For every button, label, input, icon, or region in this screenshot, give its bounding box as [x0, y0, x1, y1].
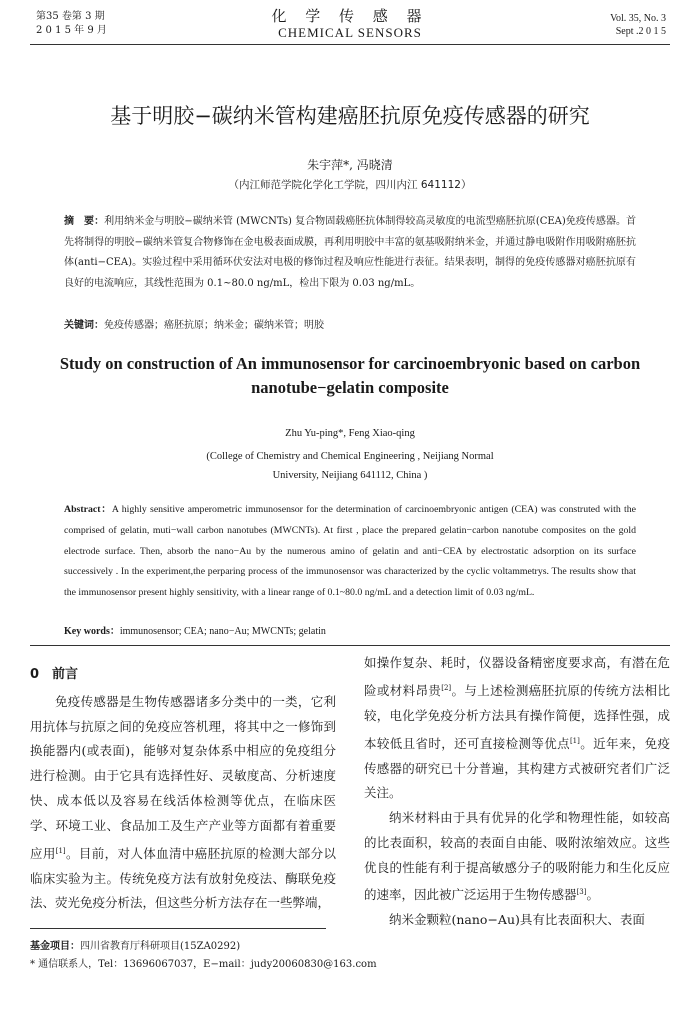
date-cn: 2 0 1 5 年 9 月: [36, 25, 107, 36]
volume-en: Vol. 35, No. 3: [610, 13, 666, 24]
footnote-rule: [30, 928, 326, 929]
affiliation-en-line1: (College of Chemistry and Chemical Engineering , Neijiang Normal: [206, 451, 494, 462]
authors-en: Zhu Yu-ping*, Feng Xiao-qing: [285, 428, 415, 439]
intro-text-d: 。近年来，免疫传感器的研究已十分普遍，其构建方式被研究者们广泛关注。: [364, 735, 670, 801]
citation-2: [2]: [441, 683, 452, 692]
section-heading-intro: 0 前言: [30, 667, 79, 682]
keywords-cn-label: 关键词：: [64, 320, 104, 331]
paragraph-intro-3: 纳米金颗粒(nano−Au)具有比表面积大、表面: [389, 912, 645, 928]
keywords-cn: [64, 316, 324, 331]
intro-text-c: 。与上述检测癌胚抗原的传统方法相比较，电化学免疫分析方法具有操作简便，选择性强，成本较低且省时，还可直接检测等优点: [364, 682, 670, 751]
affiliation-cn: （内江师范学院化学化工学院，四川内江 641112）: [228, 179, 472, 191]
journal-cn: 化 学 传 感 器: [271, 7, 429, 25]
keywords-en: [64, 622, 326, 637]
body-column-left: [30, 663, 336, 916]
paper-title-cn: 基于明胶−碳纳米管构建癌胚抗原免疫传感器的研究: [110, 104, 590, 128]
abstract-rule: [30, 645, 670, 646]
paragraph-intro-1-cont: [364, 651, 670, 806]
keywords-en-text: immunosensor; CEA; nano−Au; MWCNTs; gelatin: [119, 626, 326, 637]
intro-text-b-cont: 如操作复杂、耗时，仪器设备精密度要求高，有潜在危险或材料昂贵: [364, 655, 670, 698]
intro-text-b: 。目前，对人体血清中癌胚抗原的检测大部分以临床实验为主。传统免疫方法有放射免疫法、酶联免疫法、荧光免疫分析法，但这些分析方法存在一些弊端，: [30, 845, 336, 911]
abstract-en-label: Abstract：: [64, 504, 112, 515]
citation-3: [1]: [569, 736, 580, 745]
date-en: Sept .2 0 1 5: [615, 26, 666, 37]
header-rule: [30, 44, 670, 45]
citation-4: [3]: [576, 888, 587, 897]
paragraph-intro-2: [364, 806, 670, 908]
authors-cn: 朱宇萍*, 冯晓清: [307, 158, 393, 172]
paragraph-intro-1: [30, 690, 336, 916]
intro2-text-a: 纳米材料由于具有优异的化学和物理性能，如较高的比表面积，较高的表面自由能、吸附浓缩效应。这些优良的性能有利于提高敏感分子的吸附能力和生化反应的速率，因此被广泛运用于生物传感器: [364, 810, 670, 903]
abstract-cn: [64, 212, 636, 294]
contact-note: * 通信联系人，Tel：13696067037，E−mail：judy20060830@163.com: [30, 959, 377, 970]
affiliation-en-line2: University, Neijiang 641112, China ): [272, 470, 428, 481]
intro-text-a: 免疫传感器是生物传感器诸多分类中的一类，它利用抗体与抗原之间的免疫应答机理，将其中之一修饰到换能器内(或表面)，能够对复杂体系中相应的免疫组分进行检测。由于它具有选择性好、灵敏度高、分析速度快、成本低以及容易在线活体检测等优点，在临床医学、环境工业、食品加工及生产产业等方面都有着重要应用: [30, 693, 336, 861]
fund-label: 基金项目：: [30, 941, 80, 952]
citation-1: [1]: [55, 846, 66, 855]
abstract-en: [64, 500, 636, 604]
keywords-en-label: Key words：: [64, 626, 120, 637]
fund-text: 四川省教育厅科研项目(15ZA0292): [80, 941, 241, 952]
affiliation-en: [0, 447, 700, 485]
header-volume-en: [610, 12, 666, 38]
fund-note: [30, 938, 377, 956]
footnotes: [30, 938, 377, 974]
volume-cn: 第35 卷第 3 期: [36, 11, 105, 22]
journal-en: CHEMICAL SENSORS: [278, 25, 422, 40]
body-column-right: [364, 651, 670, 933]
journal-title: [0, 7, 700, 41]
paper-title-en: Study on construction of An immunosensor for carcinoembryonic based on carbon nanotube−gelatin composite: [59, 354, 641, 397]
abstract-cn-label: 摘 要：: [64, 216, 105, 227]
keywords-cn-text: 免疫传感器；癌胚抗原；纳米金；碳纳米管；明胶: [104, 320, 324, 331]
intro2-text-b: 。: [586, 887, 599, 903]
abstract-cn-text: 利用纳米金与明胶−碳纳米管 (MWCNTs) 复合物固载癌胚抗体制得较高灵敏度的电流型癌胚抗原(CEA)免疫传感器。首先将制得的明胶−碳纳米管复合物修饰在金电极表面成膜，再利用明胶中丰富的氨基吸附纳米金，并通过静电吸附作用吸附癌胚抗体(anti−CEA)。实验过程中采用循环伏安法对电极的修饰过程及响应性能进行表征。结果表明，制得的免疫传感器对癌胚抗原有良好的电流响应，其线性范围为 0.1~80.0 ng/mL，检出下限为 0.03 ng/mL。: [64, 216, 636, 289]
abstract-en-text: A highly sensitive amperometric immunosensor for the determination of carcinoembryonic antigen (CEA) was construted with the comprised of gelatin, muti−wall carbon nanotubes (MWCNTs). At first , place the prepared gelatin−carbon nanotube composites on the gold electrode surface. Then, absorb the nano−Au by the numerous amino of gelatin and anti−CEA by electrostatic adsorption on its surface successively . In the experiment,the perparing process of the immunosensor was characterized by the cyclic voltammetrys. The results show that the immunosensor present highly sensitivity, with a linear range of 0.1~80.0 ng/mL and a detection limit of 0.03 ng/mL.: [64, 504, 636, 599]
